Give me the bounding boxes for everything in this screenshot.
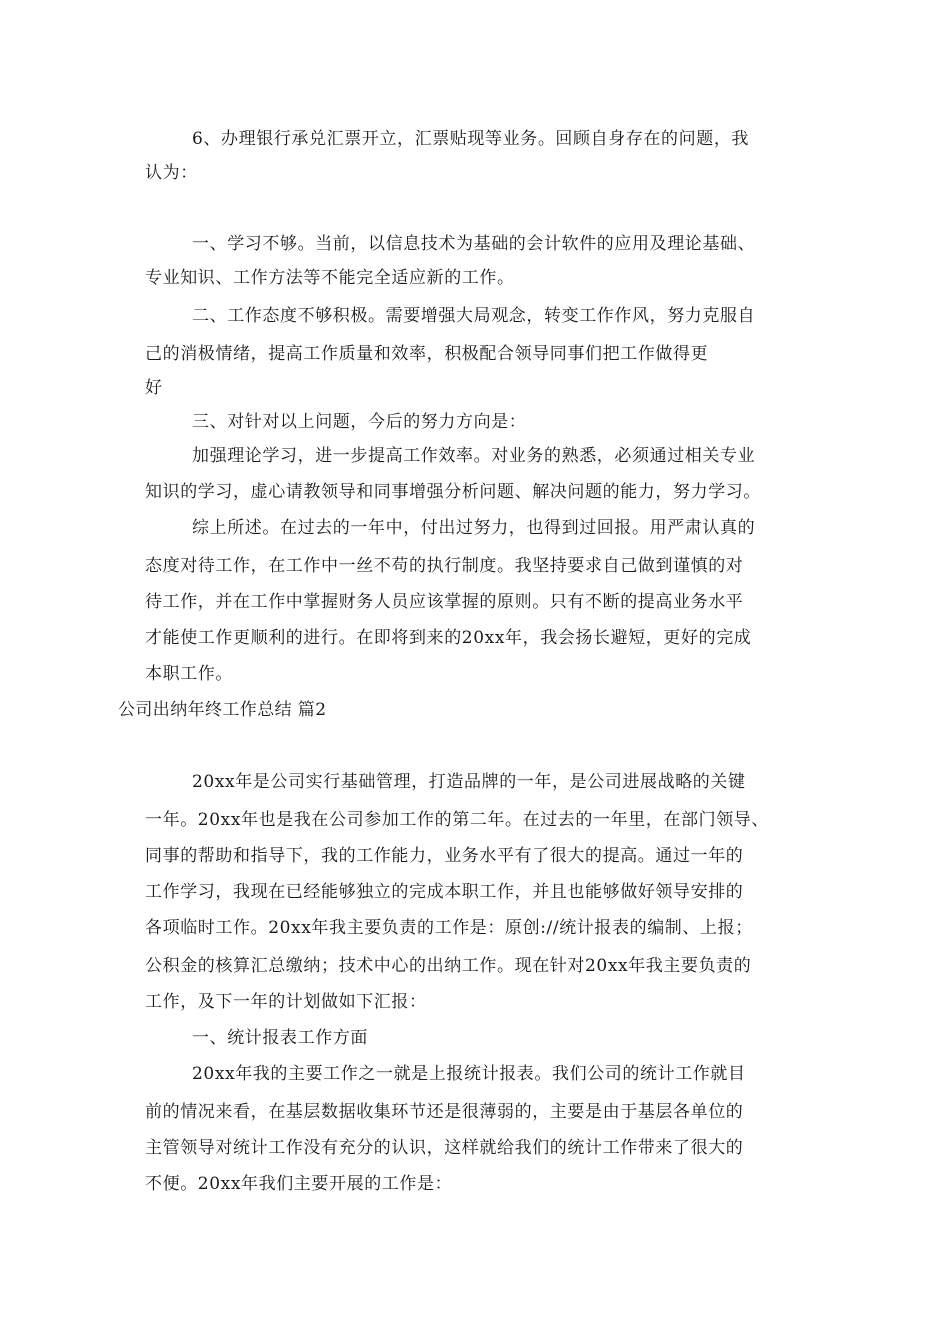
paragraph-line: 工作，及下一年的计划做如下汇报： xyxy=(145,992,427,1012)
paragraph-line: 加强理论学习，进一步提高工作效率。对业务的熟悉，必须通过相关专业 xyxy=(192,446,756,466)
paragraph-line: 二、工作态度不够积极。需要增强大局观念，转变工作作风，努力克服自 xyxy=(192,306,756,326)
section-title: 公司出纳年终工作总结 篇2 xyxy=(118,700,327,720)
paragraph-line: 工作学习，我现在已经能够独立的完成本职工作，并且也能够做好领导安排的 xyxy=(145,882,744,902)
section-heading: 三、对针对以上问题，今后的努力方向是： xyxy=(192,412,527,432)
paragraph-line: 公积金的核算汇总缴纳；技术中心的出纳工作。现在针对20xx年我主要负责的 xyxy=(145,956,752,976)
section-heading: 一、统计报表工作方面 xyxy=(192,1028,368,1048)
paragraph-line: 专业知识、工作方法等不能完全适应新的工作。 xyxy=(145,268,515,288)
paragraph-line: 综上所述。在过去的一年中，付出过努力，也得到过回报。用严肃认真的 xyxy=(192,518,756,538)
paragraph-line: 前的情况来看，在基层数据收集环节还是很薄弱的，主要是由于基层各单位的 xyxy=(145,1102,744,1122)
paragraph-line: 态度对待工作，在工作中一丝不苟的执行制度。我坚持要求自己做到谨慎的对 xyxy=(145,556,744,576)
paragraph-line: 好 xyxy=(145,378,163,398)
paragraph-line: 待工作，并在工作中掌握财务人员应该掌握的原则。只有不断的提高业务水平 xyxy=(145,592,744,612)
paragraph-line: 本职工作。 xyxy=(145,664,233,684)
paragraph-line: 知识的学习，虚心请教领导和同事增强分析问题、解决问题的能力，努力学习。 xyxy=(145,482,761,502)
paragraph-line: 一年。20xx年也是我在公司参加工作的第二年。在过去的一年里，在部门领导、 xyxy=(145,810,770,830)
paragraph-line: 20xx年我的主要工作之一就是上报统计报表。我们公司的统计工作就目 xyxy=(192,1064,746,1084)
paragraph-line: 同事的帮助和指导下，我的工作能力，业务水平有了很大的提高。通过一年的 xyxy=(145,846,744,866)
paragraph-line: 认为： xyxy=(145,163,198,183)
paragraph-line: 才能使工作更顺利的进行。在即将到来的20xx年，我会扬长避短，更好的完成 xyxy=(145,628,752,648)
paragraph-line: 己的消极情绪，提高工作质量和效率，积极配合领导同事们把工作做得更 xyxy=(145,344,709,364)
paragraph-line: 各项临时工作。20xx年我主要负责的工作是：原创://统计报表的编制、上报； xyxy=(145,918,753,938)
paragraph-line: 6、办理银行承兑汇票开立，汇票贴现等业务。回顾自身存在的问题，我 xyxy=(192,129,750,149)
paragraph-line: 不便。20xx年我们主要开展的工作是： xyxy=(145,1174,453,1194)
paragraph-line: 主管领导对统计工作没有充分的认识，这样就给我们的统计工作带来了很大的 xyxy=(145,1138,744,1158)
paragraph-line: 20xx年是公司实行基础管理，打造品牌的一年，是公司进展战略的关键 xyxy=(192,772,746,792)
paragraph-line: 一、学习不够。当前，以信息技术为基础的会计软件的应用及理论基础、 xyxy=(192,234,756,254)
